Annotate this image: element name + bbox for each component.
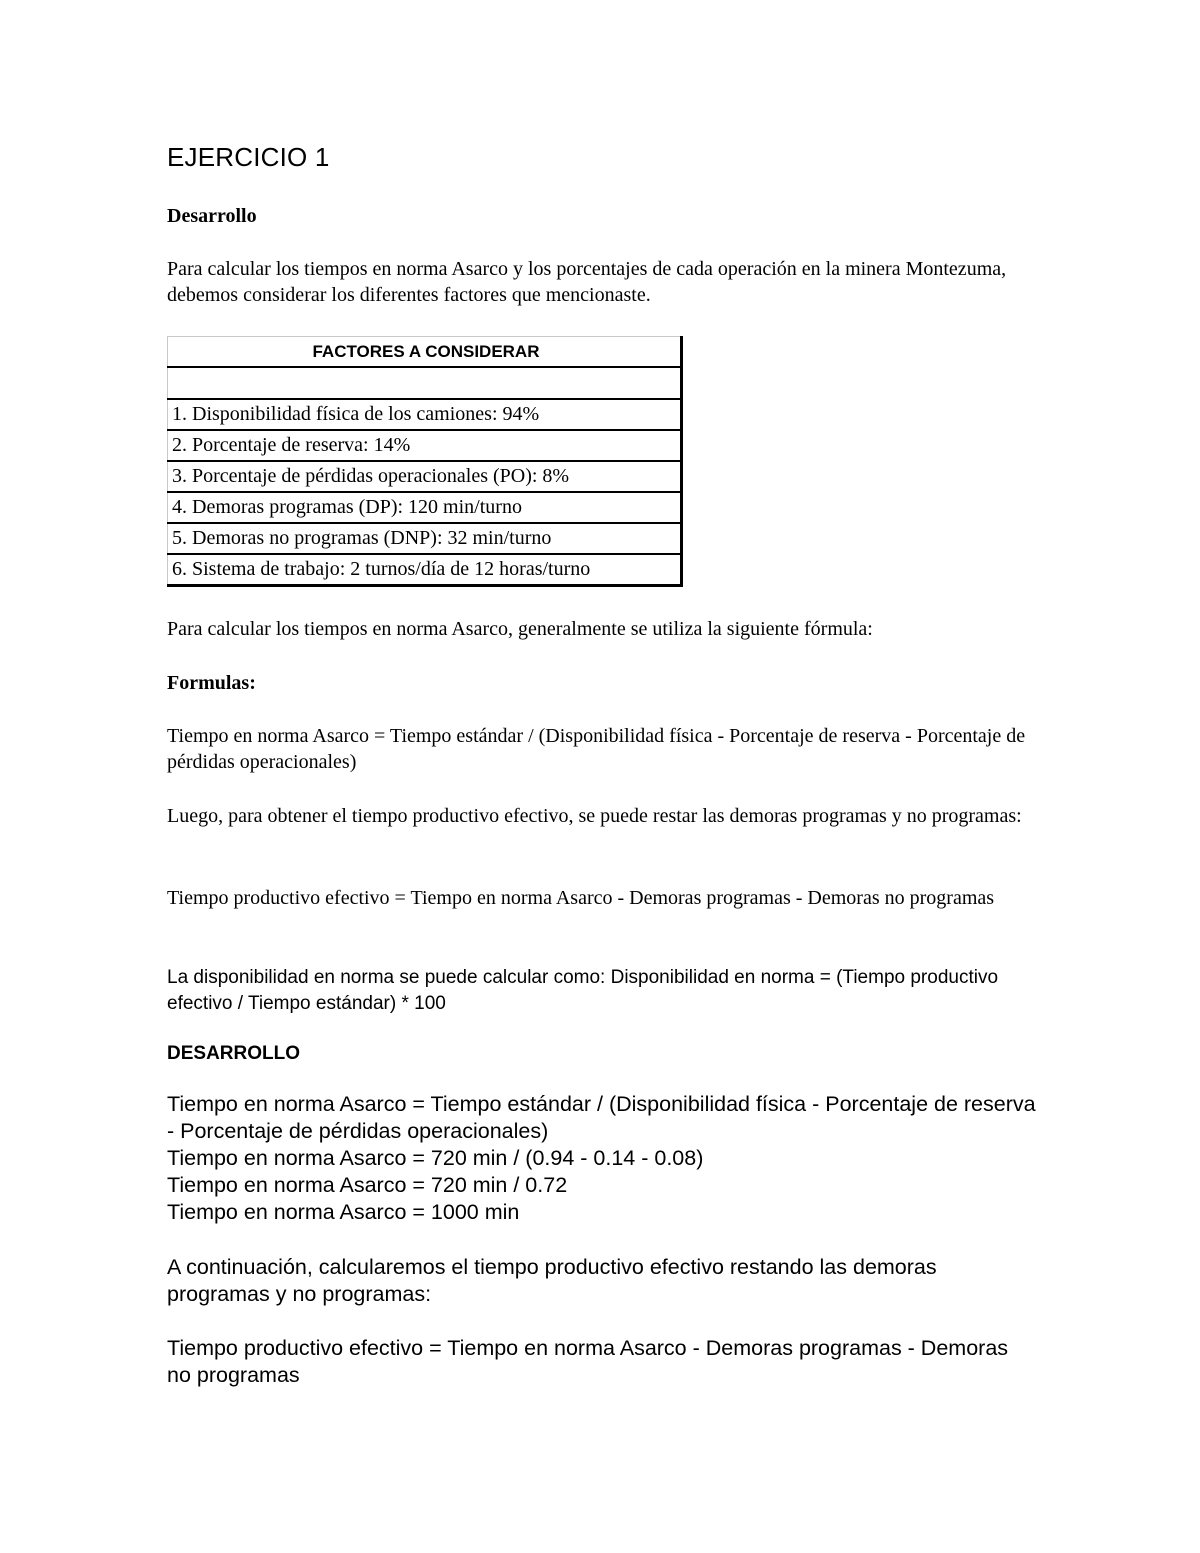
factors-table-row: 1. Disponibilidad física de los camiones: 94% — [168, 399, 682, 430]
factors-table-row: 3. Porcentaje de pérdidas operacionales (PO): 8% — [168, 461, 682, 492]
formula-productive: Tiempo productivo efectivo = Tiempo en norma Asarco - Demoras programas - Demoras no programas — [167, 887, 995, 909]
calc-line: Tiempo en norma Asarco = 1000 min — [167, 1200, 520, 1224]
factors-table-header: FACTORES A CONSIDERAR — [168, 337, 682, 368]
availability-text: La disponibilidad en norma se puede calcular como: Disponibilidad en norma = (Tiempo productivo efectivo / Tiempo estándar) * 100 — [167, 967, 999, 1014]
intro-paragraph: Para calcular los tiempos en norma Asarco y los porcentajes de cada operación en la minera Montezuma, debemos considerar los diferentes factores que mencionaste. — [167, 258, 1007, 306]
formula-asarco: Tiempo en norma Asarco = Tiempo estándar / (Disponibilidad física - Porcentaje de reserva - Porcentaje de pérdidas operacionales) — [167, 725, 1026, 773]
factors-table-empty-row — [168, 367, 682, 399]
productive-intro: Luego, para obtener el tiempo productivo efectivo, se puede restar las demoras programas y no programas: — [167, 805, 1022, 827]
document-title: EJERCICIO 1 — [167, 142, 330, 172]
factors-table — [167, 336, 683, 587]
final-formula: Tiempo productivo efectivo = Tiempo en norma Asarco - Demoras programas - Demoras no programas — [167, 1336, 1009, 1387]
calc-line: Tiempo en norma Asarco = 720 min / (0.94 - 0.14 - 0.08) — [167, 1146, 704, 1170]
calc-line: Tiempo en norma Asarco = 720 min / 0.72 — [167, 1173, 568, 1197]
continuation-text: A continuación, calcularemos el tiempo productivo efectivo restando las demoras programas y no programas: — [167, 1255, 937, 1306]
factors-table-row: 6. Sistema de trabajo: 2 turnos/día de 12 horas/turno — [168, 554, 682, 586]
section-heading-desarrollo: Desarrollo — [167, 205, 257, 227]
calc-line: Tiempo en norma Asarco = Tiempo estándar / (Disponibilidad física - Porcentaje de reserva - Porcentaje de pérdidas operacionales) — [167, 1092, 1036, 1143]
factors-table-row: 5. Demoras no programas (DNP): 32 min/turno — [168, 523, 682, 554]
section-heading-desarrollo-2: DESARROLLO — [167, 1043, 300, 1064]
calculation-block — [167, 1091, 1037, 1226]
formula-intro: Para calcular los tiempos en norma Asarco, generalmente se utiliza la siguiente fórmula: — [167, 618, 873, 640]
factors-table-row: 4. Demoras programas (DP): 120 min/turno — [168, 492, 682, 523]
factors-table-row: 2. Porcentaje de reserva: 14% — [168, 430, 682, 461]
formulas-heading: Formulas: — [167, 672, 256, 694]
